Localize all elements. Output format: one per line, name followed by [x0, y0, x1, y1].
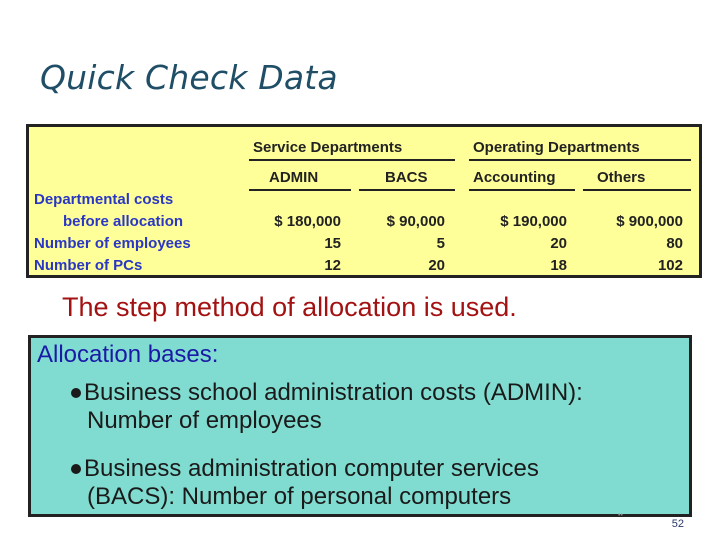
bullet-bacs-line2: (BACS): Number of personal computers — [87, 483, 512, 510]
divider — [359, 189, 455, 191]
cell-employees-accounting: 20 — [550, 235, 567, 252]
cell-costs-accounting: $ 190,000 — [500, 213, 567, 230]
bullet-icon — [71, 388, 81, 398]
allocation-bases-title: Allocation bases: — [37, 341, 219, 368]
page-number: 52 — [671, 518, 684, 530]
step-method-text: The step method of allocation is used. — [62, 292, 517, 322]
column-header-accounting: Accounting — [473, 169, 556, 186]
divider — [249, 159, 455, 161]
cell-employees-admin: 15 — [324, 235, 341, 252]
bullet-admin-line1: Business school administration costs (ADMIN): — [84, 379, 583, 406]
slide-mark: •• — [618, 512, 623, 519]
allocation-bases-box — [28, 335, 692, 517]
cell-pcs-bacs: 20 — [428, 257, 445, 274]
row-label-employees: Number of employees — [34, 235, 191, 252]
column-header-bacs: BACS — [385, 169, 428, 186]
column-header-others: Others — [597, 169, 646, 186]
group-header-operating: Operating Departments — [473, 139, 640, 156]
row-label-costs-line2: before allocation — [63, 213, 184, 230]
bullet-bacs-line1: Business administration computer services — [84, 455, 539, 482]
divider — [249, 189, 351, 191]
bullet-admin — [71, 379, 583, 407]
cell-pcs-others: 102 — [657, 257, 683, 274]
cell-costs-others: $ 900,000 — [616, 213, 683, 230]
cell-costs-admin: $ 180,000 — [274, 213, 341, 230]
divider — [469, 159, 691, 161]
divider — [583, 189, 691, 191]
bullet-icon — [71, 464, 81, 474]
data-table — [26, 124, 702, 278]
group-header-service: Service Departments — [253, 139, 403, 156]
column-header-admin: ADMIN — [269, 169, 319, 186]
divider — [469, 189, 575, 191]
cell-costs-bacs: $ 90,000 — [386, 213, 445, 230]
cell-employees-others: 80 — [666, 235, 683, 252]
cell-pcs-accounting: 18 — [550, 257, 567, 274]
slide-title: Quick Check Data — [40, 58, 338, 97]
bullet-bacs — [71, 455, 539, 483]
bullet-admin-line2: Number of employees — [87, 407, 322, 434]
cell-employees-bacs: 5 — [436, 235, 445, 252]
row-label-pcs: Number of PCs — [34, 257, 143, 274]
row-label-costs-line1: Departmental costs — [34, 191, 174, 208]
cell-pcs-admin: 12 — [324, 257, 341, 274]
